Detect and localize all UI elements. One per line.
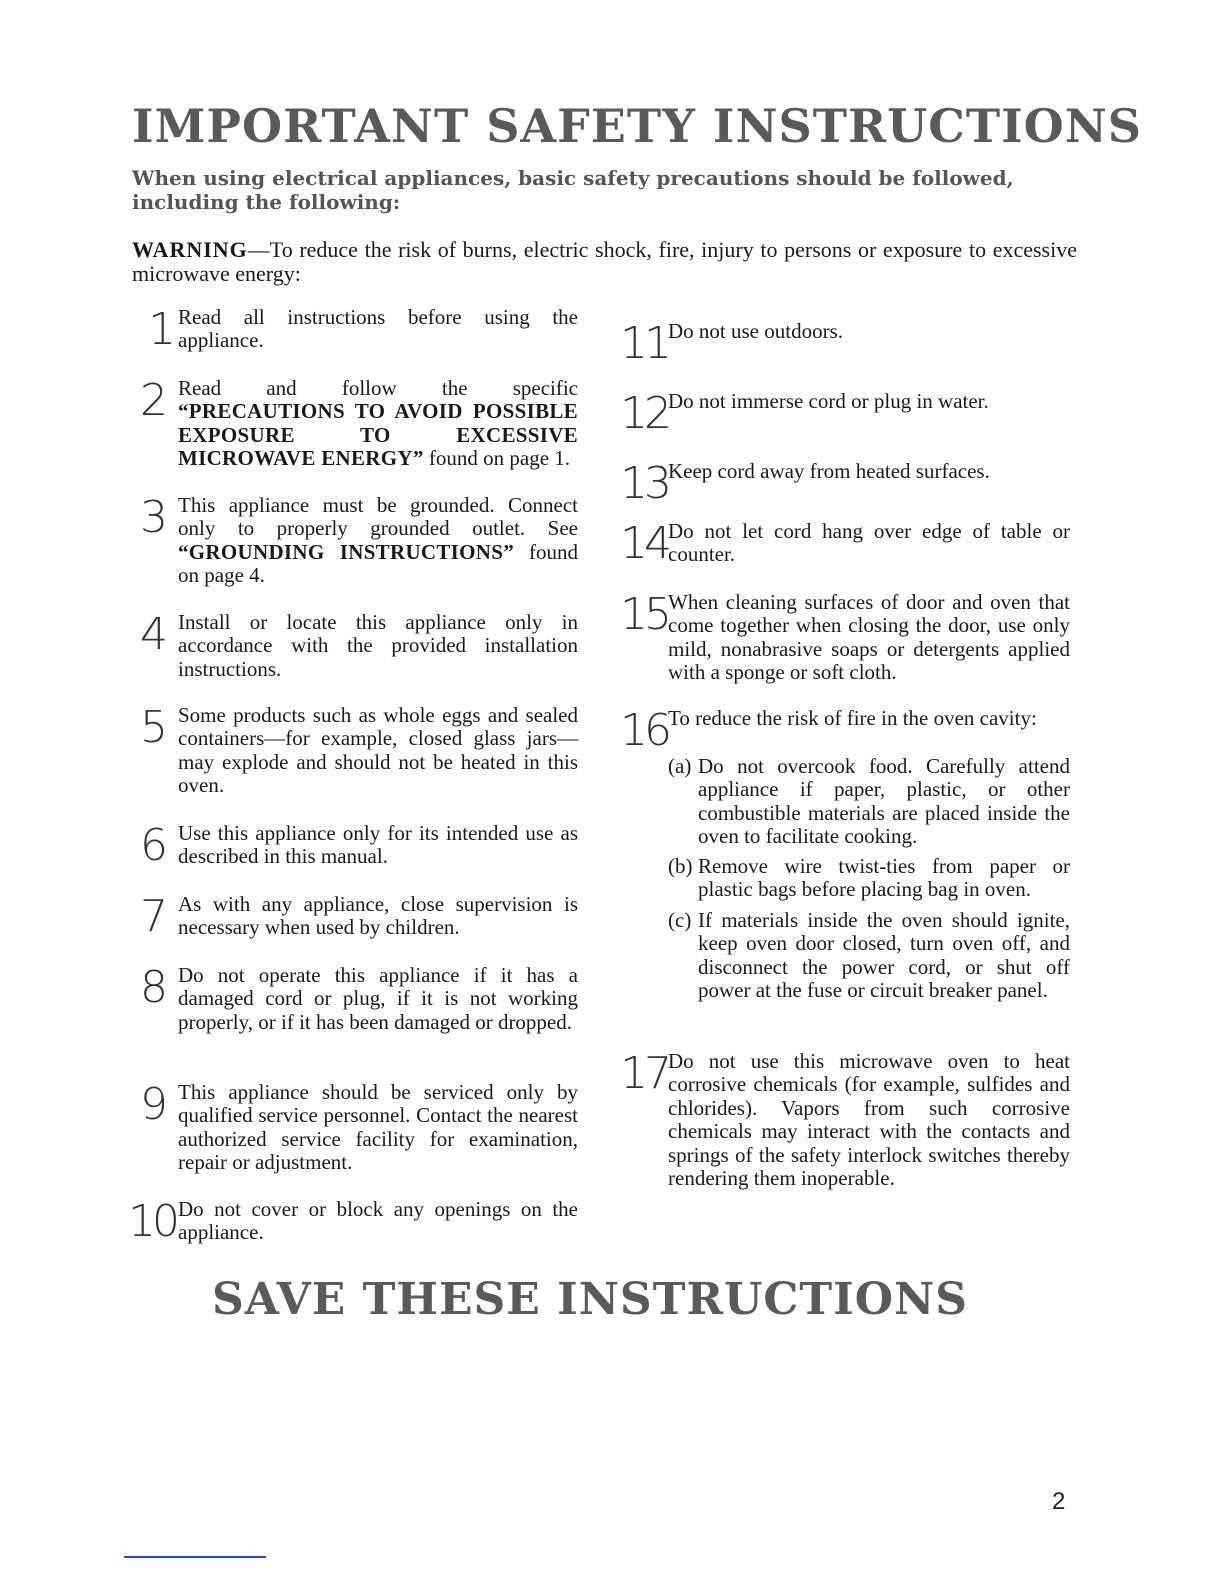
item-number: 13	[620, 458, 668, 509]
item-number: 9	[140, 1079, 164, 1130]
subitem-label: (a)	[668, 754, 692, 778]
warning-paragraph	[132, 238, 1077, 286]
item-number: 8	[140, 962, 164, 1013]
item-number: 3	[140, 492, 164, 543]
item-text: Do not use this microwave oven to heat corrosive chemicals (for example, sulfides and chlorides). Vapors from such corrosive chemicals may interact with the contacts and springs of the safety interlock switches thereby rendering them inoperable.	[668, 1049, 1070, 1191]
item-text: To reduce the risk of fire in the oven cavity:	[668, 706, 1037, 730]
item-number: 4	[140, 609, 164, 660]
item-text	[178, 377, 578, 471]
intro-subtitle: When using electrical appliances, basic safety precautions should be followed, including the following:	[132, 166, 1014, 214]
subitem-label: (b)	[668, 854, 693, 878]
item-number: 15	[620, 589, 668, 640]
item-text: When cleaning surfaces of door and oven that come together when closing the door, use only mild, nonabrasive soaps or detergents applied with a sponge or soft cloth.	[668, 590, 1070, 685]
save-instructions-heading: SAVE THESE INSTRUCTIONS	[211, 1274, 969, 1325]
subitem-16c	[668, 909, 1070, 1003]
item-text: Do not operate this appliance if it has a damaged cord or plug, if it is not working properly, or if it has been damaged or dropped.	[178, 963, 578, 1034]
item-text-bold: “GROUNDING INSTRUCTIONS”	[178, 539, 515, 564]
subitem-16a	[668, 755, 1070, 849]
subitem-16b	[668, 855, 1070, 902]
item-text: Some products such as whole eggs and sealed containers—for example, closed glass jars—may explode and should not be heated in this oven.	[178, 703, 578, 798]
subitem-text: Remove wire twist-ties from paper or plastic bags before placing bag in oven.	[698, 854, 1070, 902]
page-title: IMPORTANT SAFETY INSTRUCTIONS	[132, 99, 1142, 153]
item-text: Do not use outdoors.	[668, 319, 843, 343]
item-text: This appliance should be serviced only by qualified service personnel. Contact the nearest authorized service facility for examination, repair or adjustment.	[178, 1080, 578, 1175]
item-text-bold: “PRECAUTIONS TO AVOID POSSIBLE EXPOSURE TO EXCESSIVE MICROWAVE ENERGY”	[178, 399, 578, 471]
item-number: 6	[140, 820, 164, 871]
item-number: 14	[620, 518, 668, 569]
subitem-text: If materials inside the oven should ignite, keep oven door closed, turn oven off, and disconnect the power cord, or shut off power at the fuse or circuit breaker panel.	[698, 908, 1070, 1003]
item-text: Use this appliance only for its intended use as described in this manual.	[178, 821, 578, 869]
item-text-post: found on page 1.	[423, 446, 571, 471]
item-number: 1	[148, 304, 172, 355]
item-number: 12	[620, 388, 668, 439]
item-text: As with any appliance, close supervision is necessary when used by children.	[178, 892, 578, 940]
item-text-post: found on page 4.	[178, 539, 578, 588]
item-number: 10	[128, 1196, 176, 1247]
warning-label: WARNING	[132, 237, 248, 262]
item-number: 17	[620, 1048, 668, 1099]
scan-underline-mark	[124, 1556, 266, 1558]
subitem-text: Do not overcook food. Carefully attend appliance if paper, plastic, or other combustible materials are placed inside the oven to facilitate cooking.	[698, 754, 1070, 849]
subitem-label: (c)	[668, 908, 692, 932]
item-text: Keep cord away from heated surfaces.	[668, 459, 990, 483]
item-number: 7	[140, 891, 164, 942]
item-text-pre: This appliance must be grounded. Connect only to properly grounded outlet. See	[178, 493, 578, 541]
page-number: 2	[1052, 1488, 1066, 1515]
item-number: 2	[140, 375, 164, 426]
item-number: 5	[140, 702, 164, 753]
item-text: Install or locate this appliance only in accordance with the provided installation instructions.	[178, 610, 578, 681]
item-text	[178, 494, 578, 588]
item-text: Do not let cord hang over edge of table or counter.	[668, 519, 1070, 567]
item-text-pre: Read and follow the specific	[178, 376, 578, 400]
item-number: 16	[620, 705, 668, 756]
warning-text: —To reduce the risk of burns, electric shock, fire, injury to persons or exposure to excessive microwave energy:	[132, 237, 1077, 286]
item-text: Do not immerse cord or plug in water.	[668, 389, 989, 413]
item-text: Do not cover or block any openings on the appliance.	[178, 1197, 578, 1245]
item-text: Read all instructions before using the appliance.	[178, 305, 578, 353]
item-number: 11	[620, 318, 668, 369]
